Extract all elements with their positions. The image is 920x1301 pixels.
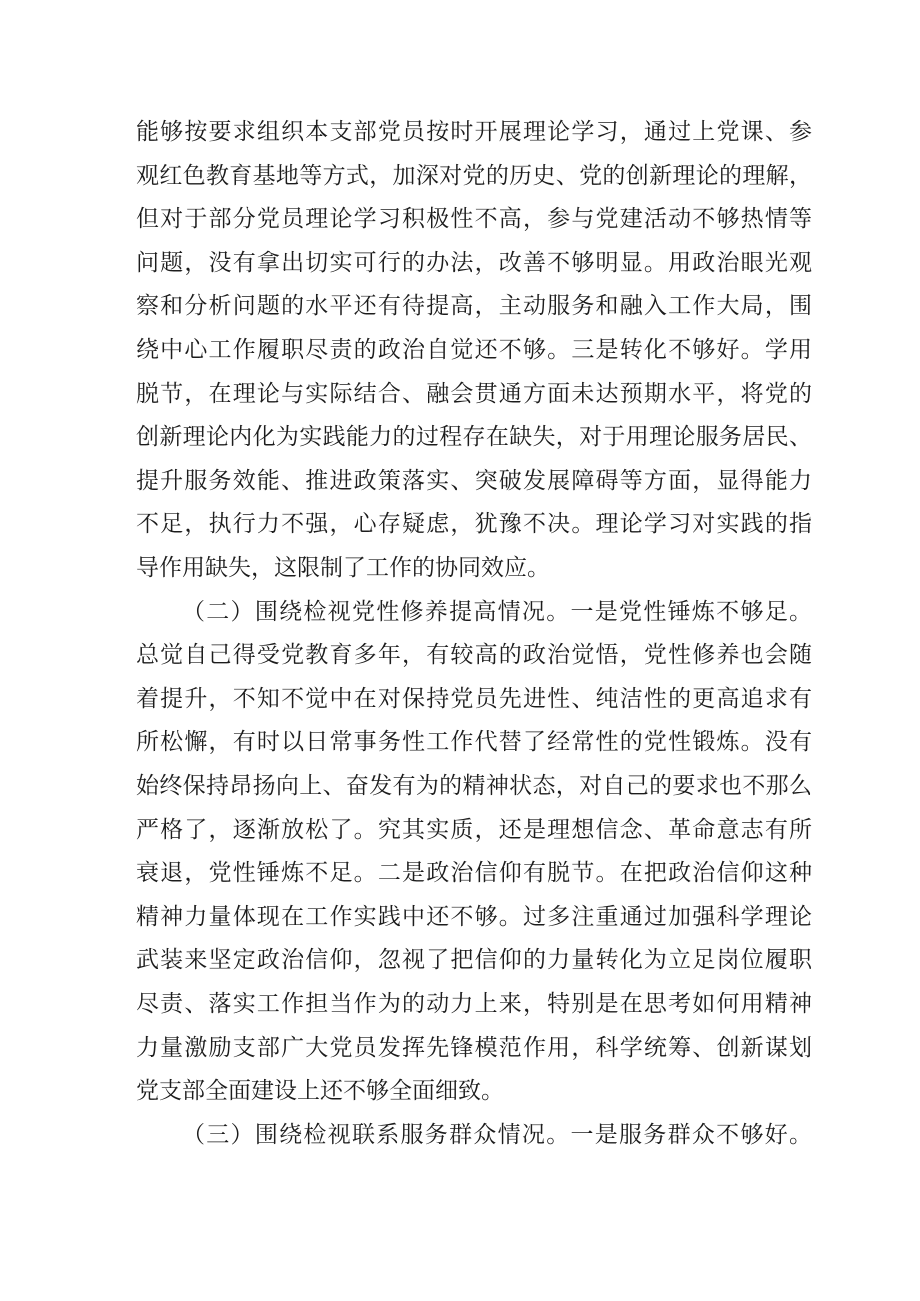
text-line: 导作用缺失，这限制了工作的协同效应。	[136, 555, 550, 581]
text-line: 尽责、落实工作担当作为的动力上来，特别是在思考如何用精神	[136, 991, 812, 1017]
section-heading-2: （二）围绕检视党性修养提高情况。一是党性锤炼不够足。	[182, 599, 812, 625]
text-line: 严格了，逐渐放松了。究其实质，还是理想信念、革命意志有所	[136, 817, 812, 843]
text-line: 脱节，在理论与实际结合、融会贯通方面未达预期水平，将党的	[136, 381, 812, 407]
text-line: 提升服务效能、推进政策落实、突破发展障碍等方面，显得能力	[136, 468, 812, 494]
text-line: 创新理论内化为实践能力的过程存在缺失，对于用理论服务居民、	[136, 424, 812, 450]
text-line: 力量激励支部广大党员发挥先锋模范作用，科学统筹、创新谋划	[136, 1035, 812, 1061]
text-line: 所松懈，有时以日常事务性工作代替了经常性的党性锻炼。没有	[136, 729, 812, 755]
text-line: 不足，执行力不强，心存疑虑，犹豫不决。理论学习对实践的指	[136, 511, 812, 537]
text-line: 观红色教育基地等方式，加深对党的历史、党的创新理论的理解，	[136, 163, 812, 189]
text-line: 始终保持昂扬向上、奋发有为的精神状态，对自己的要求也不那么	[136, 773, 812, 799]
text-line: 问题，没有拿出切实可行的办法，改善不够明显。用政治眼光观	[136, 250, 812, 276]
text-line: 精神力量体现在工作实践中还不够。过多注重通过加强科学理论	[136, 904, 812, 930]
text-line: 衰退，党性锤炼不足。二是政治信仰有脱节。在把政治信仰这种	[136, 860, 812, 886]
text-line: 总觉自己得受党教育多年，有较高的政治觉悟，党性修养也会随	[136, 642, 812, 668]
text-line: 武装来坚定政治信仰，忽视了把信仰的力量转化为立足岗位履职	[136, 947, 812, 973]
text-line: 着提升，不知不觉中在对保持党员先进性、纯洁性的更高追求有	[136, 686, 812, 712]
text-line: 察和分析问题的水平还有待提高，主动服务和融入工作大局，围	[136, 293, 812, 319]
text-line: 能够按要求组织本支部党员按时开展理论学习，通过上党课、参	[136, 119, 812, 145]
text-line: 但对于部分党员理论学习积极性不高，参与党建活动不够热情等	[136, 206, 812, 232]
section-heading-3: （三）围绕检视联系服务群众情况。一是服务群众不够好。	[182, 1122, 812, 1148]
text-line: 党支部全面建设上还不够全面细致。	[136, 1078, 504, 1104]
text-line: 绕中心工作履职尽责的政治自觉还不够。三是转化不够好。学用	[136, 337, 812, 363]
